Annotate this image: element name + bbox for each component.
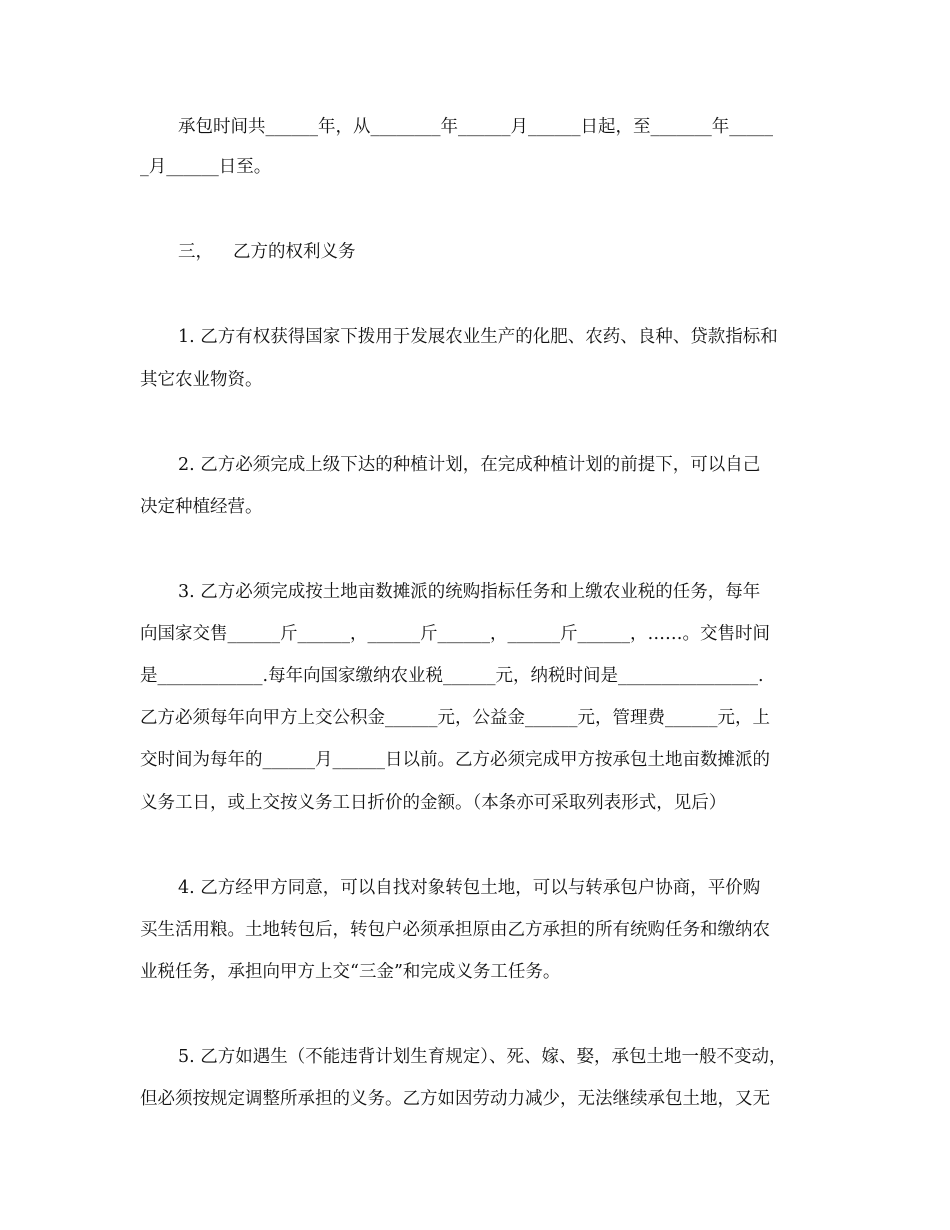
clause-2-line-2: 决定种植经营。 [140,497,263,517]
clause-1-line-1: 1. 乙方有权获得国家下拨用于发展农业生产的化肥、农药、良种、贷款指标和 [178,327,778,347]
section-heading [178,240,858,264]
clause-3-line-2: 向国家交售______斤______，______斤______，______斤______，……。交售时间 [140,624,770,644]
contract-period-line-1: 承包时间共______年，从________年______月______日起，至_______年_____ [178,117,773,137]
clause-1-line-2: 其它农业物资。 [140,370,263,390]
clause-4-line-2: 买生活用粮。土地转包后，转包户必须承担原由乙方承担的所有统购任务和缴纳农 [140,920,770,940]
clause-5-line-2: 但必须按规定调整所承担的义务。乙方如因劳动力减少，无法继续承包土地，又无 [140,1089,770,1109]
clause-4-line-3: 业税任务，承担向甲方上交“三金”和完成义务工任务。 [140,962,561,982]
clause-5-line-1: 5. 乙方如遇生（不能违背计划生育规定）、死、嫁、娶，承包土地一般不变动， [178,1047,787,1067]
clause-3-line-5: 交时间为每年的______月______日以前。乙方必须完成甲方按承包土地亩数摊派的 [140,750,770,770]
clause-4-line-1: 4. 乙方经甲方同意，可以自找对象转包土地，可以与转承包户协商，平价购 [178,878,761,898]
clause-3-line-6: 义务工日，或上交按义务工日折价的金额。（本条亦可采取列表形式，见后） [140,793,727,813]
section-number: 三， [178,242,213,262]
clause-3-line-4: 乙方必须每年向甲方上交公积金______元，公益金______元，管理费______元，上 [140,708,770,728]
clause-3-line-3: 是____________.每年向国家缴纳农业税______元，纳税时间是________________. [140,666,764,686]
clause-2-line-1: 2. 乙方必须完成上级下达的种植计划，在完成种植计划的前提下，可以自己 [178,455,761,475]
clause-3-line-1: 3. 乙方必须完成按土地亩数摊派的统购指标任务和上缴农业税的任务，每年 [178,582,761,602]
section-title: 乙方的权利义务 [233,242,356,262]
contract-period-line-2: _月______日至。 [140,157,272,177]
